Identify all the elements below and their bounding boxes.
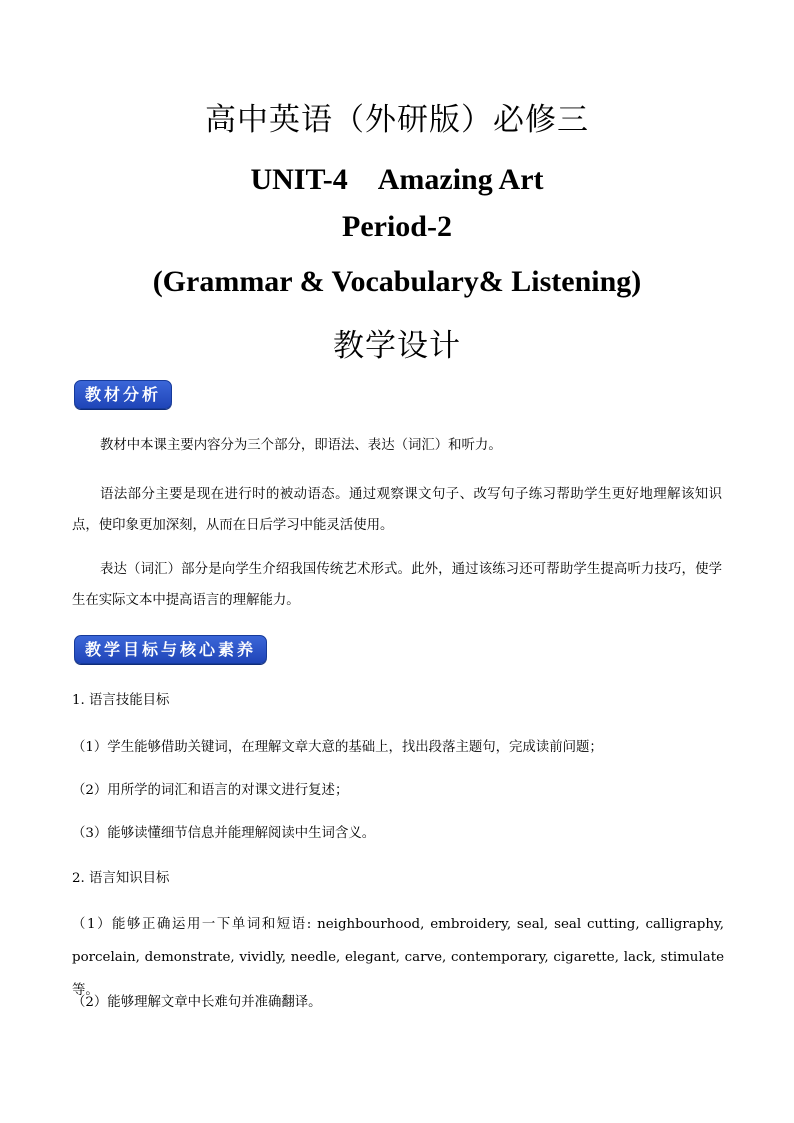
paragraph-grammar: 语法部分主要是现在进行时的被动语态。通过观察课文句子、改写句子练习帮助学生更好地理解该知识点，使印象更加深刻，从而在日后学习中能灵活使用。: [72, 487, 722, 533]
section-badge-teaching-goals: 教学目标与核心素养: [74, 635, 267, 664]
topics-heading: (Grammar & Vocabulary& Listening): [152, 265, 642, 298]
paragraph-vocabulary: 表达（词汇）部分是向学生介绍我国传统艺术形式。此外，通过该练习还可帮助学生提高听力技巧，使学生在实际文本中提高语言的理解能力。: [72, 562, 722, 608]
unit-heading: UNIT-4 Amazing Art: [250, 163, 544, 196]
goal-heading-language-knowledge: 2. 语言知识目标: [72, 871, 170, 886]
list-item: （3）能够读懂细节信息并能理解阅读中生词含义。: [72, 826, 376, 841]
goal-heading-language-skills: 1. 语言技能目标: [72, 693, 170, 708]
section-badge-textbook-analysis: 教材分析: [74, 380, 172, 409]
list-item: （2）能够理解文章中长难句并准确翻译。: [72, 995, 322, 1010]
list-item: （1）能够正确运用一下单词和短语: neighbourhood, embroidery, seal, seal cutting, calligraphy, porcelain, demonstrate, vividly, needle, elegant, carve, contemporary, cigarette, lack, stimulate 等。: [72, 917, 724, 998]
period-heading: Period-2: [342, 210, 452, 243]
paragraph-overview: 教材中本课主要内容分为三个部分，即语法、表达（词汇）和听力。: [100, 438, 502, 453]
list-item: （1）学生能够借助关键词，在理解文章大意的基础上，找出段落主题句，完成读前问题；: [72, 740, 603, 755]
document-title: 高中英语（外研版）必修三: [205, 102, 589, 138]
list-item: （2）用所学的词汇和语言的对课文进行复述；: [72, 783, 349, 798]
doc-type-heading: 教学设计: [333, 328, 461, 364]
